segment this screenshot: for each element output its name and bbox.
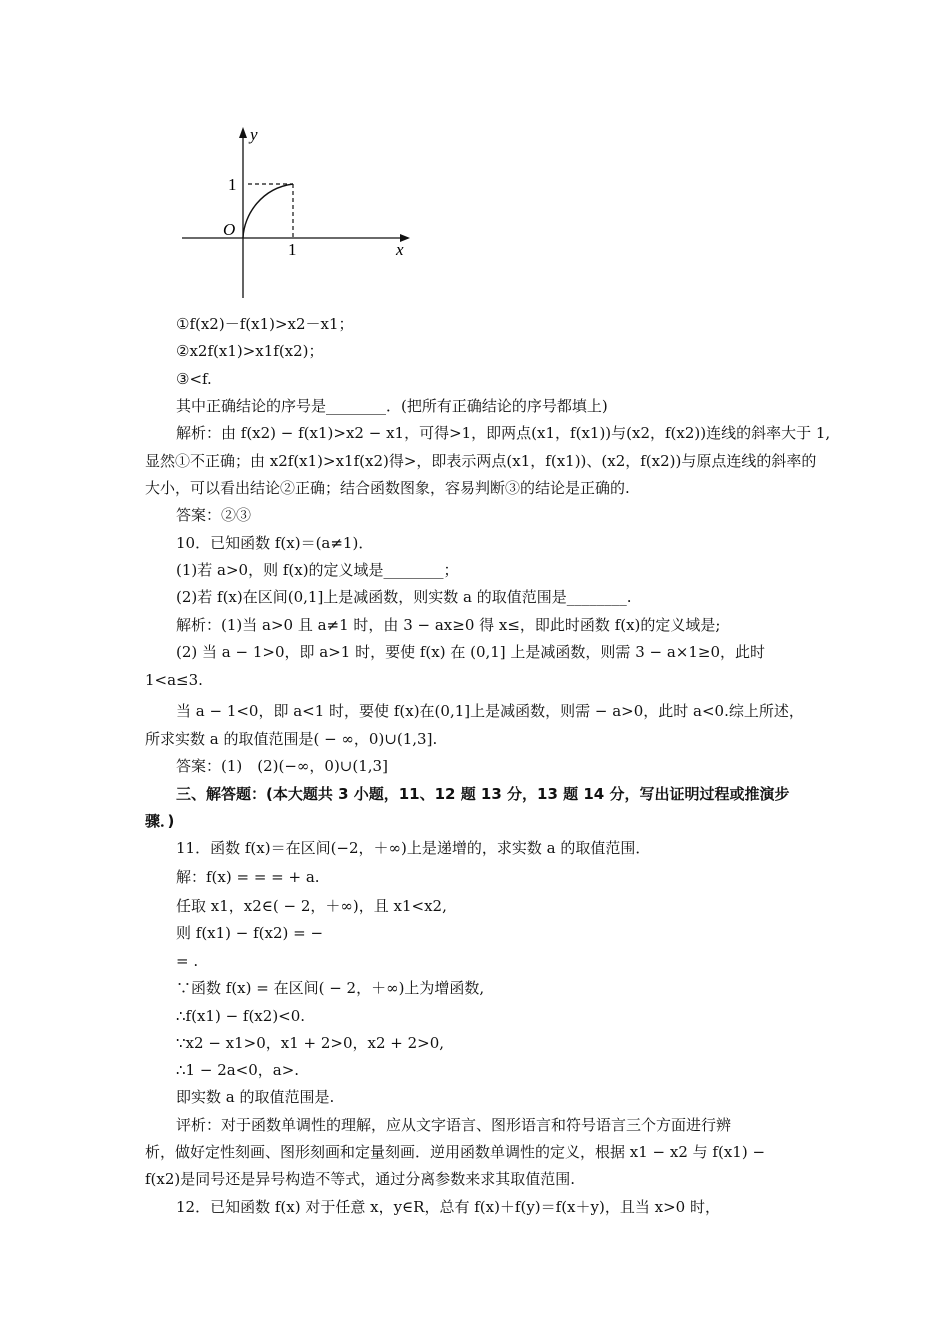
problem-10-part-1: (1)若 a>0，则 f(x)的定义域是________；	[176, 561, 459, 579]
solution-line: 即实数 a 的取值范围是.	[176, 1088, 335, 1106]
problem-10-part-2: (2)若 f(x)在区间(0,1]上是减函数，则实数 a 的取值范围是________.	[176, 588, 632, 606]
commentary-line: 析，做好定性刻画、图形刻画和定量刻画．逆用函数单调性的定义，根据 x1 − x2 与 f(x1) −	[145, 1143, 766, 1161]
solution-line: 1<a≤3.	[145, 671, 203, 689]
commentary-line: 评析：对于函数单调性的理解，应从文字语言、图形语言和符号语言三个方面进行辨	[176, 1116, 732, 1134]
section-heading-cont: 骤．)	[145, 812, 175, 830]
solution-line: (2) 当 a − 1>0，即 a>1 时，要使 f(x) 在 (0,1] 上是减函数，则需 3 − a×1≥0，此时	[176, 643, 766, 661]
answer-line: 答案：②③	[176, 506, 252, 524]
x-tick-label: 1	[288, 240, 297, 259]
solution-line: 解：f(x) = = = + a.	[176, 868, 320, 886]
solution-line: 解析：由 f(x2) − f(x1)>x2 − x1，可得>1，即两点(x1，f(x1))与(x2，f(x2))连线的斜率大于 1,	[176, 424, 831, 442]
commentary-line: f(x2)是同号还是异号构造不等式，通过分离参数来求其取值范围.	[145, 1170, 576, 1188]
y-axis-label: y	[250, 125, 258, 144]
solution-line: 则 f(x1) − f(x2) = −	[176, 924, 324, 942]
function-curve	[243, 184, 293, 238]
solution-line: = .	[176, 952, 199, 970]
problem-12-title: 12．已知函数 f(x) 对于任意 x，y∈R，总有 f(x)＋f(y)＝f(x＋y)，且当 x>0 时，	[176, 1198, 720, 1216]
y-tick-label: 1	[228, 175, 237, 194]
solution-line: 任取 x1，x2∈( − 2，＋∞)，且 x1<x2,	[176, 897, 447, 915]
solution-line: ∵函数 f(x) = 在区间( − 2，＋∞)上为增函数,	[176, 979, 485, 997]
y-axis-arrow	[239, 127, 247, 138]
question-prompt: 其中正确结论的序号是________．(把所有正确结论的序号都填上)	[176, 397, 608, 415]
solution-line: 当 a − 1<0，即 a<1 时，要使 f(x)在(0,1]上是减函数，则需 − a>0，此时 a<0.综上所述，	[176, 702, 804, 720]
solution-line: ∴1 − 2a<0，a>.	[176, 1061, 300, 1079]
statement-1: ①f(x2)－f(x1)>x2－x1；	[176, 315, 354, 333]
problem-10-title: 10．已知函数 f(x)＝(a≠1)．	[176, 534, 374, 552]
problem-11-title: 11．函数 f(x)＝在区间(−2，＋∞)上是递增的，求实数 a 的取值范围．	[176, 839, 651, 857]
solution-line: ∴f(x1) − f(x2)<0.	[176, 1007, 306, 1025]
section-heading: 三、解答题：(本大题共 3 小题，11、12 题 13 分，13 题 14 分，写出证明过程或推演步	[176, 785, 790, 803]
answer-line: 答案：(1) (2)(−∞，0)∪(1,3]	[176, 757, 388, 775]
solution-line: 大小，可以看出结论②正确；结合函数图象，容易判断③的结论是正确的.	[145, 479, 630, 497]
function-graph	[170, 118, 430, 303]
solution-line: 所求实数 a 的取值范围是( − ∞，0)∪(1,3].	[145, 730, 438, 748]
solution-line: ∵x2 − x1>0，x1 + 2>0，x2 + 2>0,	[176, 1034, 445, 1052]
x-axis-label: x	[396, 240, 404, 259]
origin-label: O	[223, 220, 236, 239]
statement-2: ②x2f(x1)>x1f(x2)；	[176, 342, 324, 360]
solution-line: 解析：(1)当 a>0 且 a≠1 时，由 3 − ax≥0 得 x≤，即此时函数 f(x)的定义域是;	[176, 616, 721, 634]
statement-3: ③<f.	[176, 370, 212, 388]
solution-line: 显然①不正确；由 x2f(x1)>x1f(x2)得>，即表示两点(x1，f(x1))、(x2，f(x2))与原点连线的斜率的	[145, 452, 817, 470]
